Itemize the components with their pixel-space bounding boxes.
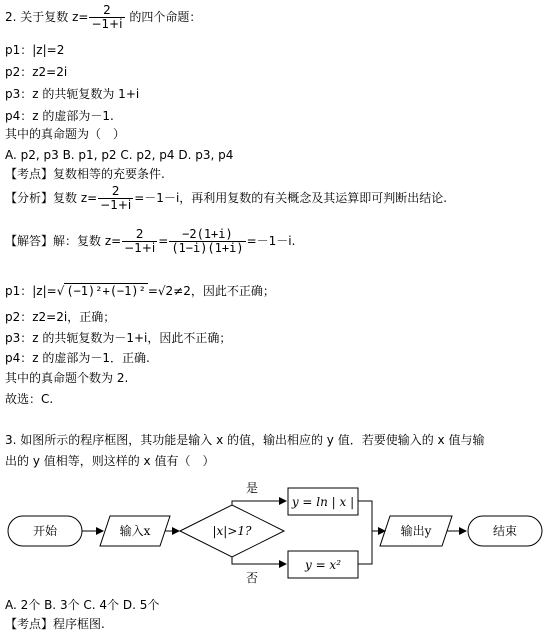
- equals-sign: =: [158, 234, 169, 248]
- q2-solution-p1: [5, 284, 275, 298]
- jieda-fraction-1: [122, 228, 157, 255]
- q2-solution-choose: 故选：C.: [5, 392, 54, 406]
- q2-jieda: [5, 228, 295, 255]
- flow-condition-label: |x|>1?: [212, 524, 252, 538]
- sqrt-radicand: (−1)²+(−1)²: [66, 284, 146, 298]
- fraction-numerator: 2: [122, 228, 157, 242]
- sol-p1-prefix: p1：|z|=: [5, 284, 57, 298]
- q2-stem-fraction: [89, 4, 124, 31]
- flow-output-label: 输出y: [400, 524, 432, 538]
- q2-proposition-p3: p3：z 的共轭复数为 1+i: [5, 87, 140, 101]
- q3-kaodian: 【考点】程序框图.: [5, 617, 105, 631]
- q2-fenxi: [5, 185, 447, 212]
- fraction-numerator: 2: [98, 185, 133, 199]
- sol-p1-suffix: =√2≠2，因此不正确；: [147, 284, 275, 298]
- fraction-denominator: −1+i: [91, 17, 123, 31]
- q2-stem: [5, 4, 201, 31]
- fraction-denominator: (1−i)(1+i): [171, 241, 244, 255]
- flow-start-label: 开始: [32, 524, 58, 538]
- flow-no-label: 否: [245, 571, 259, 585]
- q2-ask: 其中的真命题为（ ）: [5, 127, 126, 141]
- arrow-decision-no: [232, 557, 286, 564]
- fraction-denominator: −1+i: [124, 241, 156, 255]
- jieda-prefix: 【解答】解：复数 z=: [5, 234, 122, 248]
- flow-box-yes-label: y = ln | x |: [291, 495, 355, 509]
- fraction-numerator: −2(1+i): [169, 228, 245, 242]
- q2-options: A. p2, p3 B. p1, p2 C. p2, p4 D. p3, p4: [5, 148, 234, 162]
- jieda-fraction-2: [169, 228, 245, 255]
- flow-yes-label: 是: [245, 481, 259, 495]
- q2-kaodian: 【考点】复数相等的充要条件.: [5, 167, 165, 181]
- q2-proposition-p4: p4：z 的虚部为－1.: [5, 109, 114, 123]
- q2-proposition-p2: p2：z2=2i: [5, 65, 68, 79]
- q3-options: A. 2个 B. 3个 C. 4个 D. 5个: [5, 598, 160, 612]
- flow-box-no-label: y = x²: [304, 558, 342, 572]
- q2-solution-count: 其中的真命题个数为 2.: [5, 371, 129, 385]
- q2-solution-p2: p2：z2=2i，正确；: [5, 310, 116, 324]
- q2-solution-p3: p3：z 的共轭复数为－1+i，因此不正确；: [5, 331, 232, 345]
- fenxi-suffix: =－1－i，再利用复数的有关概念及其运算即可判断出结论.: [134, 191, 448, 205]
- arrow-decision-yes: [232, 501, 286, 505]
- arrow-yes-merge: [358, 501, 372, 564]
- sqrt-icon: √: [56, 284, 65, 298]
- flow-end-label: 结束: [492, 524, 518, 538]
- q3-stem-line2: 出的 y 值相等，则这样的 x 值有（ ）: [5, 454, 215, 468]
- flowchart: [0, 475, 554, 590]
- q2-proposition-p1: p1：|z|=2: [5, 43, 65, 57]
- q2-stem-prefix: 2. 关于复数 z=: [5, 10, 89, 24]
- fraction-denominator: −1+i: [100, 198, 132, 212]
- q3-stem-line1: 3. 如图所示的程序框图，其功能是输入 x 的值，输出相应的 y 值．若要使输入的 x 值与输: [5, 433, 485, 447]
- fenxi-fraction: [98, 185, 133, 212]
- q2-stem-suffix: 的四个命题：: [125, 10, 202, 24]
- q2-solution-p4: p4：z 的虚部为－1．正确.: [5, 351, 150, 365]
- fenxi-prefix: 【分析】复数 z=: [5, 191, 98, 205]
- jieda-suffix: =－1－i.: [246, 234, 296, 248]
- flow-input-label: 输入x: [119, 524, 151, 538]
- fraction-numerator: 2: [89, 4, 124, 18]
